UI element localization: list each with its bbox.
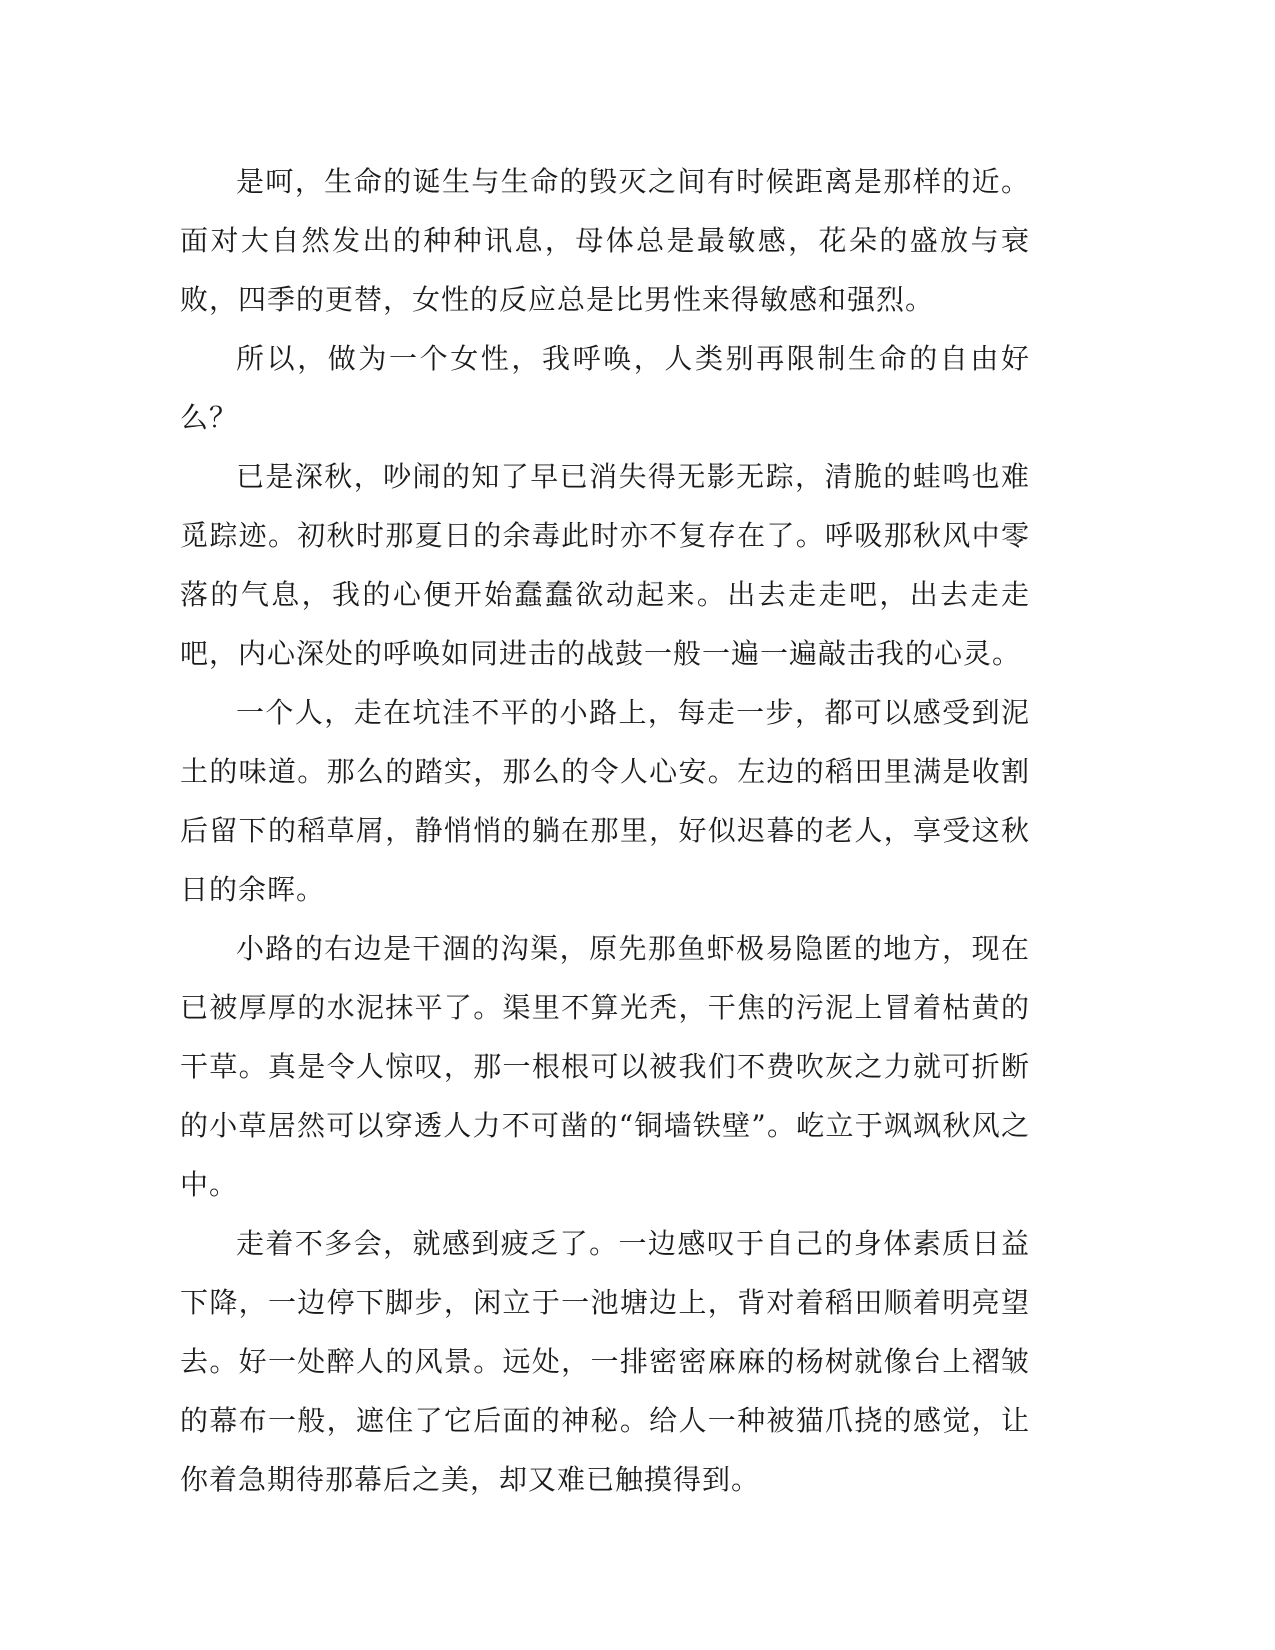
- paragraph-3: 已是深秋，吵闹的知了早已消失得无影无踪，清脆的蛙鸣也难觅踪迹。初秋时那夏日的余毒此时亦不复存在了。呼吸那秋风中零落的气息，我的心便开始蠢蠢欲动起来。出去走走吧，出去走走吧，内心深处的呼唤如同进击的战鼓一般一遍一遍敲击我的心灵。: [180, 460, 1030, 670]
- paragraph-5: 小路的右边是干涸的沟渠，原先那鱼虾极易隐匿的地方，现在已被厚厚的水泥抹平了。渠里不算光秃，干焦的污泥上冒着枯黄的干草。真是令人惊叹，那一根根可以被我们不费吹灰之力就可折断的小草居然可以穿透人力不可凿的“铜墙铁壁”。屹立于飒飒秋风之中。: [180, 932, 1030, 1201]
- paragraph-1: 是呵，生命的诞生与生命的毁灭之间有时候距离是那样的近。面对大自然发出的种种讯息，母体总是最敏感，花朵的盛放与衰败，四季的更替，女性的反应总是比男性来得敏感和强烈。: [180, 165, 1030, 316]
- document-body: [180, 152, 1030, 1509]
- paragraph-2: 所以，做为一个女性，我呼唤，人类别再限制生命的自由好么？: [180, 342, 1030, 434]
- paragraph-6: 走着不多会，就感到疲乏了。一边感叹于自己的身体素质日益下降，一边停下脚步，闲立于一池塘边上，背对着稻田顺着明亮望去。好一处醉人的风景。远处，一排密密麻麻的杨树就像台上褶皱的幕布一般，遮住了它后面的神秘。给人一种被猫爪挠的感觉，让你着急期待那幕后之美，却又难已触摸得到。: [180, 1227, 1030, 1496]
- paragraph-4: 一个人，走在坑洼不平的小路上，每走一步，都可以感受到泥土的味道。那么的踏实，那么的令人心安。左边的稻田里满是收割后留下的稻草屑，静悄悄的躺在那里，好似迟暮的老人，享受这秋日的余晖。: [180, 696, 1030, 906]
